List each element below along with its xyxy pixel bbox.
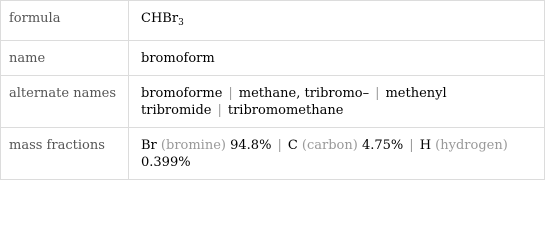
mass-fractions-value bbox=[129, 128, 545, 180]
alternate-name-item: tribromomethane bbox=[227, 103, 344, 118]
element-symbol: Br bbox=[141, 138, 157, 153]
formula-subscript: 3 bbox=[178, 18, 184, 28]
separator: | bbox=[228, 86, 233, 101]
mass-fractions-row bbox=[1, 128, 545, 180]
element-symbol: C bbox=[287, 138, 298, 153]
alternate-names-row bbox=[1, 76, 545, 128]
alternate-names-label: alternate names bbox=[1, 76, 129, 128]
alternate-name-item: methane, tribromo– bbox=[238, 86, 370, 101]
formula-label: formula bbox=[1, 1, 129, 41]
separator: | bbox=[375, 86, 380, 101]
name-row bbox=[1, 41, 545, 76]
formula-row bbox=[1, 1, 545, 41]
formula-value bbox=[129, 1, 545, 41]
separator: | bbox=[217, 103, 222, 118]
mass-fraction-value: 4.75% bbox=[361, 138, 404, 153]
mass-fractions-label: mass fractions bbox=[1, 128, 129, 180]
name-value: bromoform bbox=[129, 41, 545, 76]
name-label: name bbox=[1, 41, 129, 76]
separator: | bbox=[277, 138, 282, 153]
element-name: (bromine) bbox=[160, 138, 226, 153]
mass-fraction-value: 0.399% bbox=[141, 155, 191, 170]
element-symbol: H bbox=[419, 138, 432, 153]
element-name: (carbon) bbox=[301, 138, 358, 153]
alternate-names-value bbox=[129, 76, 545, 128]
alternate-name-item: bromoforme bbox=[141, 86, 223, 101]
alternate-name-item: methenyl tribromide bbox=[141, 86, 447, 118]
element-name: (hydrogen) bbox=[435, 138, 508, 153]
formula-main: CHBr bbox=[141, 11, 179, 26]
mass-fraction-value: 94.8% bbox=[230, 138, 272, 153]
separator: | bbox=[409, 138, 414, 153]
